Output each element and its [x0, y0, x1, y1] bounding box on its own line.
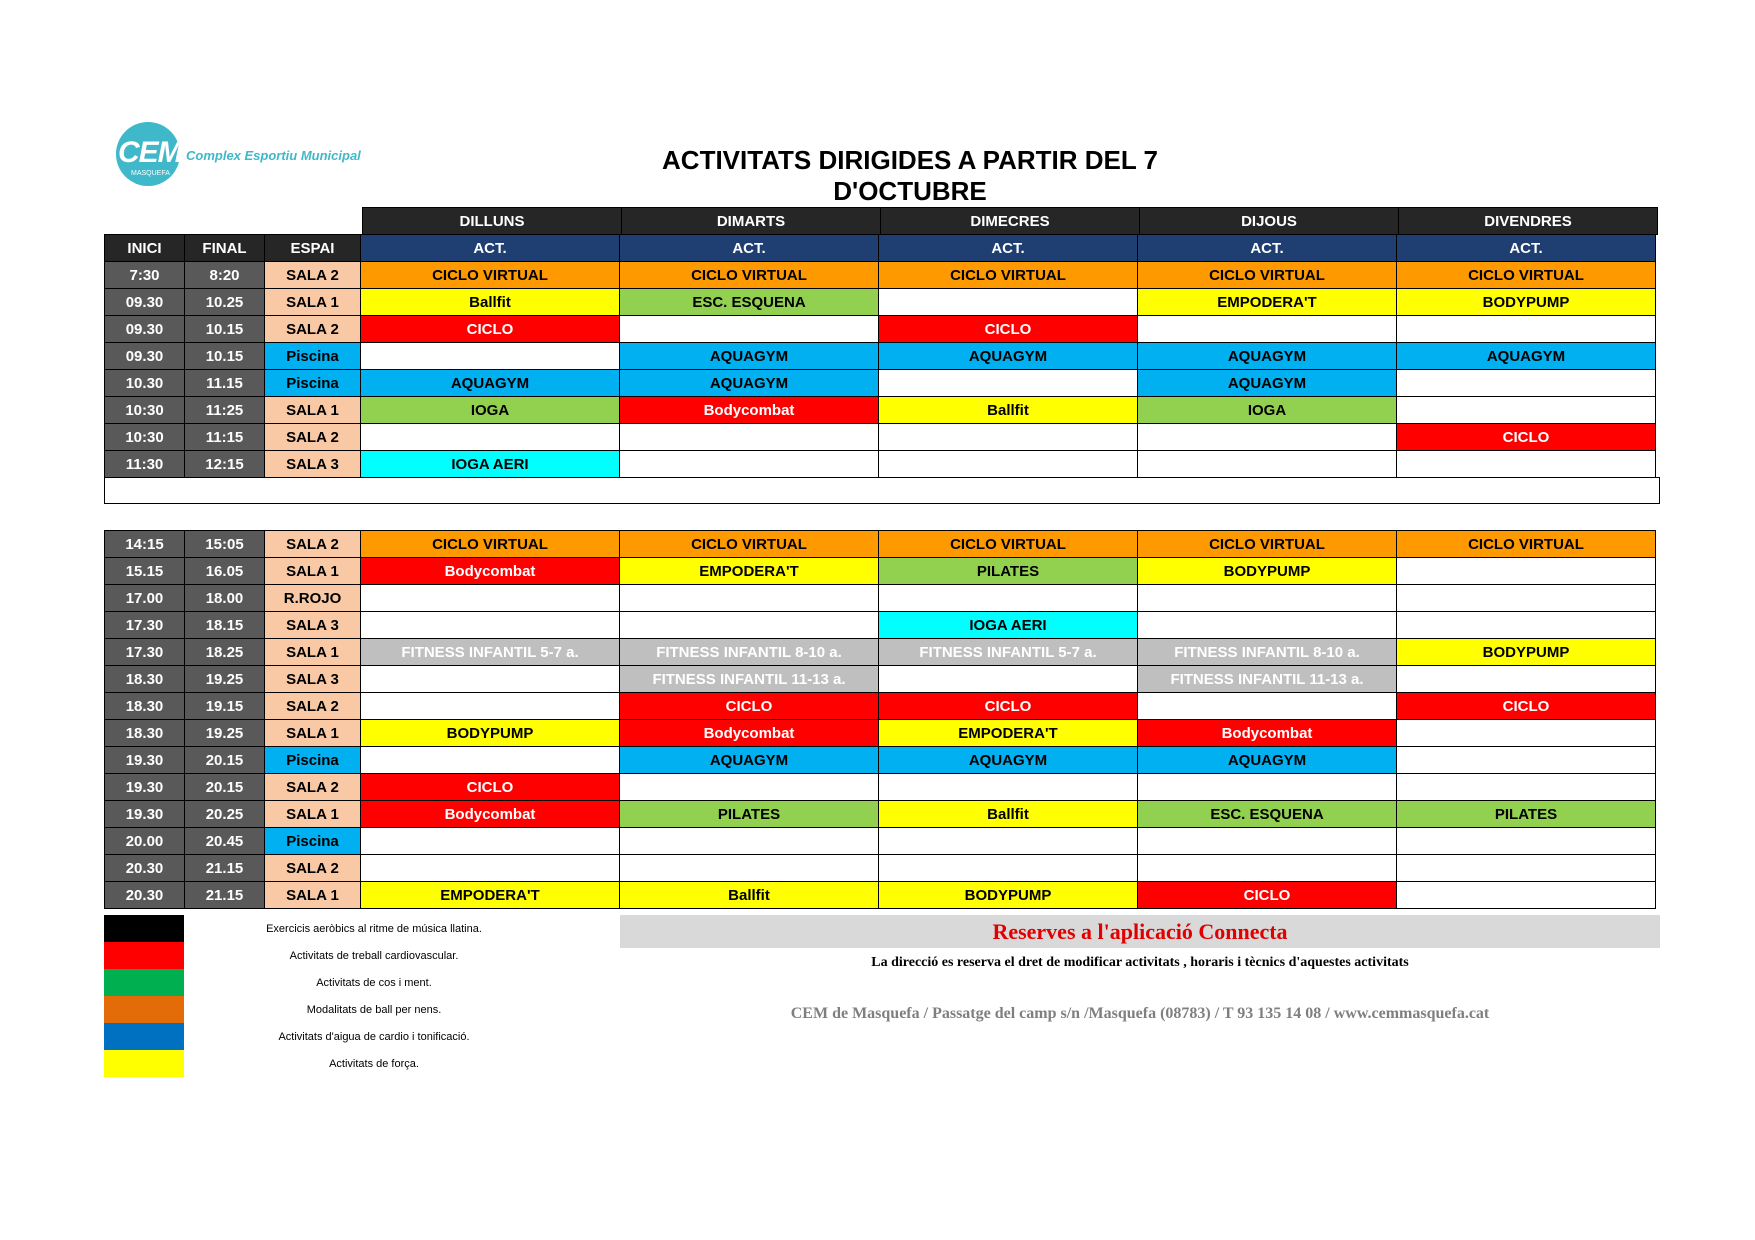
activity-cell: Bodycombat: [1137, 719, 1397, 747]
header-act: ACT.: [1137, 234, 1397, 262]
activity-cell: EMPODERA'T: [619, 557, 879, 585]
room: SALA 2: [264, 261, 361, 289]
end-time: 15:05: [184, 530, 265, 558]
color-legend: [104, 915, 564, 1077]
header-espai: ESPAI: [264, 234, 361, 262]
activity-cell: BODYPUMP: [1137, 557, 1397, 585]
activity-cell: IOGA: [1137, 396, 1397, 424]
activity-cell: [1137, 773, 1397, 801]
room: SALA 2: [264, 854, 361, 882]
start-time: 18.30: [104, 719, 185, 747]
section-gap: [104, 504, 1659, 531]
activity-cell: [619, 854, 879, 882]
activity-cell: CICLO VIRTUAL: [1137, 261, 1397, 289]
activity-cell: AQUAGYM: [1137, 369, 1397, 397]
activity-cell: [1396, 827, 1656, 855]
legend-item: [104, 942, 564, 969]
room: SALA 2: [264, 773, 361, 801]
activity-cell: FITNESS INFANTIL 11-13 a.: [1137, 665, 1397, 693]
legend-swatch: [104, 1023, 184, 1050]
room: SALA 1: [264, 396, 361, 424]
section-separator: [104, 477, 1660, 504]
activity-cell: PILATES: [878, 557, 1138, 585]
start-time: 18.30: [104, 665, 185, 693]
schedule-row: [104, 451, 1659, 478]
legend-item: [104, 1023, 564, 1050]
start-time: 10:30: [104, 396, 185, 424]
activity-cell: CICLO VIRTUAL: [878, 530, 1138, 558]
reserve-banner: Reserves a l'aplicació Connecta: [620, 915, 1660, 948]
room: SALA 2: [264, 692, 361, 720]
activity-cell: AQUAGYM: [878, 342, 1138, 370]
end-time: 21.15: [184, 881, 265, 909]
start-time: 09.30: [104, 342, 185, 370]
activity-cell: [1396, 369, 1656, 397]
schedule-row: [104, 585, 1659, 612]
room: R.ROJO: [264, 584, 361, 612]
end-time: 16.05: [184, 557, 265, 585]
schedule-row: [104, 316, 1659, 343]
end-time: 18.15: [184, 611, 265, 639]
room: SALA 1: [264, 719, 361, 747]
legend-swatch: [104, 1050, 184, 1077]
activity-cell: FITNESS INFANTIL 8-10 a.: [619, 638, 879, 666]
room: Piscina: [264, 827, 361, 855]
activity-cell: [619, 773, 879, 801]
end-time: 11.15: [184, 369, 265, 397]
column-header-row: [104, 235, 1659, 262]
activity-cell: CICLO VIRTUAL: [1396, 261, 1656, 289]
start-time: 17.30: [104, 638, 185, 666]
activity-cell: CICLO: [1137, 881, 1397, 909]
end-time: 10.15: [184, 342, 265, 370]
room: SALA 3: [264, 611, 361, 639]
activity-cell: AQUAGYM: [619, 746, 879, 774]
schedule-row: [104, 774, 1659, 801]
page-title: ACTIVITATS DIRIGIDES A PARTIR DEL 7 D'OCTUBRE: [662, 145, 1158, 206]
activity-cell: [619, 423, 879, 451]
activity-cell: Ballfit: [619, 881, 879, 909]
end-time: 10.25: [184, 288, 265, 316]
schedule-row: [104, 639, 1659, 666]
activity-cell: [1396, 611, 1656, 639]
header-act: ACT.: [360, 234, 620, 262]
end-time: 18.25: [184, 638, 265, 666]
logo-abbr: CEM: [118, 136, 182, 169]
end-time: 20.15: [184, 746, 265, 774]
legend-swatch: [104, 996, 184, 1023]
activity-cell: PILATES: [1396, 800, 1656, 828]
activity-cell: AQUAGYM: [1137, 746, 1397, 774]
schedule-row: [104, 289, 1659, 316]
end-time: 18.00: [184, 584, 265, 612]
activity-cell: FITNESS INFANTIL 5-7 a.: [878, 638, 1138, 666]
start-time: 11:30: [104, 450, 185, 478]
activity-cell: [360, 746, 620, 774]
room: SALA 1: [264, 800, 361, 828]
activity-cell: [1137, 315, 1397, 343]
schedule-row: [104, 828, 1659, 855]
activity-cell: ESC. ESQUENA: [619, 288, 879, 316]
day-header-row: [104, 208, 1659, 235]
legend-swatch: [104, 915, 184, 942]
activity-cell: [619, 611, 879, 639]
activity-cell: [878, 827, 1138, 855]
header-act: ACT.: [1396, 234, 1656, 262]
activity-cell: [1396, 881, 1656, 909]
start-time: 20.00: [104, 827, 185, 855]
activity-cell: [878, 773, 1138, 801]
activity-cell: BODYPUMP: [1396, 638, 1656, 666]
contact-info: CEM de Masquefa / Passatge del camp s/n /Masquefa (08783) / T 93 135 14 08 / www.cemmasquefa.cat: [790, 1005, 1490, 1022]
activity-cell: [1137, 692, 1397, 720]
schedule-row: [104, 720, 1659, 747]
room: SALA 1: [264, 557, 361, 585]
activity-cell: [878, 288, 1138, 316]
activity-cell: AQUAGYM: [1396, 342, 1656, 370]
end-time: 19.15: [184, 692, 265, 720]
schedule-row: [104, 262, 1659, 289]
disclaimer-text: La direcció es reserva el dret de modificar activitats , horaris i tècnics d'aquestes activitats: [871, 955, 1409, 970]
activity-cell: AQUAGYM: [878, 746, 1138, 774]
room: SALA 2: [264, 315, 361, 343]
start-time: 19.30: [104, 800, 185, 828]
room: SALA 3: [264, 665, 361, 693]
activity-cell: ESC. ESQUENA: [1137, 800, 1397, 828]
afternoon-section: [104, 531, 1659, 909]
activity-cell: [360, 342, 620, 370]
legend-label: Modalitats de ball per nens.: [306, 1003, 442, 1016]
activity-cell: Ballfit: [878, 396, 1138, 424]
activity-cell: [878, 369, 1138, 397]
activity-cell: [1396, 450, 1656, 478]
activity-cell: [360, 692, 620, 720]
start-time: 14:15: [104, 530, 185, 558]
activity-cell: AQUAGYM: [1137, 342, 1397, 370]
schedule-row: [104, 370, 1659, 397]
activity-cell: IOGA: [360, 396, 620, 424]
activity-cell: [1396, 665, 1656, 693]
activity-cell: Ballfit: [360, 288, 620, 316]
activity-cell: [1396, 584, 1656, 612]
legend-item: [104, 996, 564, 1023]
legend-label: Activitats de força.: [329, 1057, 419, 1070]
schedule-row: [104, 424, 1659, 451]
room: SALA 1: [264, 881, 361, 909]
header-act: ACT.: [619, 234, 879, 262]
activity-cell: [1396, 719, 1656, 747]
schedule-row: [104, 882, 1659, 909]
schedule-table: [104, 208, 1659, 909]
activity-cell: BODYPUMP: [360, 719, 620, 747]
end-time: 19.25: [184, 665, 265, 693]
logo-town: MASQUEFA: [131, 170, 170, 177]
activity-cell: Bodycombat: [619, 396, 879, 424]
logo-name: Complex Esportiu Municipal: [186, 148, 361, 163]
activity-cell: EMPODERA'T: [1137, 288, 1397, 316]
schedule-row: [104, 397, 1659, 424]
day-header-tue: DIMARTS: [621, 207, 881, 235]
activity-cell: [1396, 854, 1656, 882]
schedule-row: [104, 693, 1659, 720]
activity-cell: [360, 584, 620, 612]
activity-cell: [360, 423, 620, 451]
activity-cell: [1396, 315, 1656, 343]
legend-label: Activitats de cos i ment.: [316, 976, 432, 989]
activity-cell: [1137, 423, 1397, 451]
end-time: 11:15: [184, 423, 265, 451]
activity-cell: CICLO: [360, 315, 620, 343]
activity-cell: BODYPUMP: [878, 881, 1138, 909]
legend-label: Activitats de treball cardiovascular.: [289, 949, 459, 962]
cem-logo: [116, 122, 366, 190]
activity-cell: [878, 584, 1138, 612]
activity-cell: EMPODERA'T: [878, 719, 1138, 747]
start-time: 20.30: [104, 854, 185, 882]
activity-cell: [619, 584, 879, 612]
end-time: 11:25: [184, 396, 265, 424]
room: SALA 3: [264, 450, 361, 478]
activity-cell: [619, 827, 879, 855]
activity-cell: [878, 665, 1138, 693]
end-time: 20.15: [184, 773, 265, 801]
legend-swatch: [104, 969, 184, 996]
legend-item: [104, 1050, 564, 1077]
legend-label: Exercicis aeròbics al ritme de música llatina.: [266, 922, 482, 935]
activity-cell: AQUAGYM: [619, 342, 879, 370]
activity-cell: [878, 450, 1138, 478]
end-time: 10.15: [184, 315, 265, 343]
room: Piscina: [264, 342, 361, 370]
activity-cell: FITNESS INFANTIL 11-13 a.: [619, 665, 879, 693]
activity-cell: FITNESS INFANTIL 5-7 a.: [360, 638, 620, 666]
activity-cell: PILATES: [619, 800, 879, 828]
activity-cell: EMPODERA'T: [360, 881, 620, 909]
legend-item: [104, 969, 564, 996]
start-time: 20.30: [104, 881, 185, 909]
activity-cell: CICLO: [878, 692, 1138, 720]
start-time: 7:30: [104, 261, 185, 289]
activity-cell: CICLO: [619, 692, 879, 720]
header-inici: INICI: [104, 234, 185, 262]
activity-cell: Bodycombat: [360, 800, 620, 828]
end-time: 20.45: [184, 827, 265, 855]
start-time: 10.30: [104, 369, 185, 397]
activity-cell: [619, 315, 879, 343]
legend-swatch: [104, 942, 184, 969]
activity-cell: CICLO VIRTUAL: [360, 530, 620, 558]
legend-item: [104, 915, 564, 942]
activity-cell: [1137, 450, 1397, 478]
room: SALA 2: [264, 530, 361, 558]
room: Piscina: [264, 746, 361, 774]
header-final: FINAL: [184, 234, 265, 262]
activity-cell: [1137, 611, 1397, 639]
day-header-wed: DIMECRES: [880, 207, 1140, 235]
activity-cell: [1396, 746, 1656, 774]
activity-cell: [360, 611, 620, 639]
room: Piscina: [264, 369, 361, 397]
activity-cell: [878, 423, 1138, 451]
activity-cell: CICLO: [360, 773, 620, 801]
schedule-row: [104, 531, 1659, 558]
end-time: 8:20: [184, 261, 265, 289]
start-time: 15.15: [104, 557, 185, 585]
day-header-mon: DILLUNS: [362, 207, 622, 235]
end-time: 19.25: [184, 719, 265, 747]
activity-cell: [1137, 854, 1397, 882]
activity-cell: [1396, 773, 1656, 801]
activity-cell: [1137, 584, 1397, 612]
activity-cell: Bodycombat: [360, 557, 620, 585]
end-time: 12:15: [184, 450, 265, 478]
activity-cell: CICLO VIRTUAL: [878, 261, 1138, 289]
activity-cell: [1396, 396, 1656, 424]
schedule-row: [104, 558, 1659, 585]
start-time: 19.30: [104, 746, 185, 774]
activity-cell: IOGA AERI: [360, 450, 620, 478]
room: SALA 2: [264, 423, 361, 451]
activity-cell: [619, 450, 879, 478]
start-time: 10:30: [104, 423, 185, 451]
end-time: 20.25: [184, 800, 265, 828]
activity-cell: FITNESS INFANTIL 8-10 a.: [1137, 638, 1397, 666]
activity-cell: [360, 854, 620, 882]
activity-cell: IOGA AERI: [878, 611, 1138, 639]
end-time: 21.15: [184, 854, 265, 882]
activity-cell: BODYPUMP: [1396, 288, 1656, 316]
schedule-row: [104, 666, 1659, 693]
room: SALA 1: [264, 638, 361, 666]
schedule-row: [104, 855, 1659, 882]
schedule-row: [104, 801, 1659, 828]
schedule-row: [104, 612, 1659, 639]
activity-cell: AQUAGYM: [619, 369, 879, 397]
start-time: 17.00: [104, 584, 185, 612]
activity-cell: CICLO VIRTUAL: [619, 261, 879, 289]
schedule-row: [104, 343, 1659, 370]
start-time: 09.30: [104, 288, 185, 316]
day-header-thu: DIJOUS: [1139, 207, 1399, 235]
activity-cell: CICLO: [1396, 423, 1656, 451]
activity-cell: CICLO VIRTUAL: [619, 530, 879, 558]
morning-section: [104, 262, 1659, 478]
activity-cell: Bodycombat: [619, 719, 879, 747]
activity-cell: CICLO: [1396, 692, 1656, 720]
activity-cell: CICLO VIRTUAL: [1396, 530, 1656, 558]
room: SALA 1: [264, 288, 361, 316]
activity-cell: [360, 665, 620, 693]
activity-cell: CICLO: [878, 315, 1138, 343]
activity-cell: CICLO VIRTUAL: [1137, 530, 1397, 558]
header-act: ACT.: [878, 234, 1138, 262]
schedule-row: [104, 747, 1659, 774]
start-time: 09.30: [104, 315, 185, 343]
start-time: 17.30: [104, 611, 185, 639]
activity-cell: CICLO VIRTUAL: [360, 261, 620, 289]
activity-cell: Ballfit: [878, 800, 1138, 828]
legend-label: Activitats d'aigua de cardio i tonificació.: [278, 1030, 470, 1043]
activity-cell: [360, 827, 620, 855]
activity-cell: [878, 854, 1138, 882]
start-time: 19.30: [104, 773, 185, 801]
day-header-fri: DIVENDRES: [1398, 207, 1658, 235]
activity-cell: [1137, 827, 1397, 855]
start-time: 18.30: [104, 692, 185, 720]
activity-cell: [1396, 557, 1656, 585]
activity-cell: AQUAGYM: [360, 369, 620, 397]
